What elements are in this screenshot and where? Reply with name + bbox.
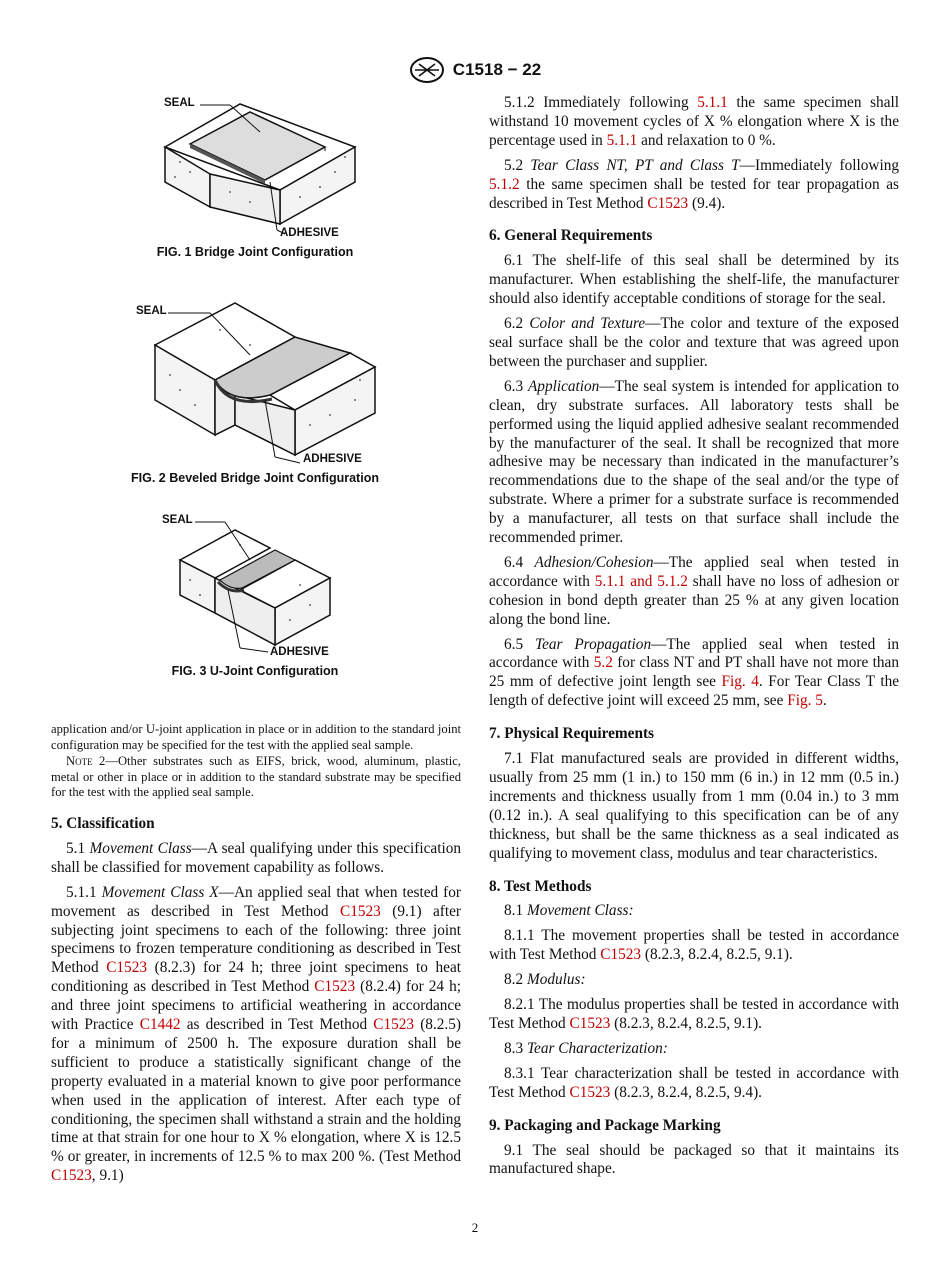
note-2	[51, 754, 461, 801]
right-column	[489, 94, 899, 1185]
ref-c1523[interactable]: C1523	[569, 1014, 611, 1032]
ref-c1523[interactable]: C1523	[647, 194, 689, 212]
section-9-heading: 9. Packaging and Package Marking	[489, 1116, 721, 1134]
para-5-1-2: 5.1.2 Immediately following 5.1.1 the same specimen shall withstand 10 movement cycles of X % elongation where X is the percentage used in 5.1.1 and relaxation to 0 %.	[489, 94, 899, 149]
para-5-1: 5.1 Movement Class—A seal qualifying under this specification shall be classified for movement capability as follows.	[51, 839, 462, 876]
section-7-heading: 7. Physical Requirements	[489, 725, 655, 743]
para-8-2-1: 8.2.1 The modulus properties shall be tested in accordance with Test Method C1523 (8.2.3, 8.2.4, 8.2.5, 9.1).	[489, 996, 899, 1032]
ref-5-1-2[interactable]: 5.1.2	[489, 175, 520, 193]
section-5-heading: 5. Classification	[51, 814, 155, 832]
u-joint-illustration	[150, 510, 380, 660]
ref-c1523[interactable]: C1523	[340, 902, 381, 920]
figure-2-seal-label: SEAL	[136, 305, 167, 317]
figure-3-seal-label: SEAL	[162, 514, 193, 526]
figure-2	[120, 285, 420, 470]
ref-c1523[interactable]: C1523	[106, 959, 147, 977]
para-5-2: 5.2 Tear Class NT, PT and Class T—Immediately following 5.1.2 the same specimen shall be tested for tear propagation as described in Test Method C1523 (9.4).	[489, 156, 899, 212]
left-column	[51, 722, 461, 1192]
ref-5-2[interactable]: 5.2	[593, 654, 613, 672]
ref-c1523[interactable]: C1523	[314, 978, 356, 996]
figure-1-adhesive-label: ADHESIVE	[280, 227, 339, 239]
figure-1-seal-label: SEAL	[164, 97, 195, 109]
figure-1-caption: FIG. 1 Bridge Joint Configuration	[156, 245, 354, 259]
page-number: 2	[471, 1220, 479, 1235]
figure-3-caption: FIG. 3 U-Joint Configuration	[171, 664, 339, 678]
section-8-heading: 8. Test Methods	[489, 877, 592, 895]
page-header	[0, 56, 950, 84]
ref-5-1-1[interactable]: 5.1.1	[697, 94, 728, 111]
para-8-3-1: 8.3.1 Tear characterization shall be tested in accordance with Test Method C1523 (8.2.3, 8.2.4, 8.2.5, 9.4).	[489, 1064, 899, 1101]
ref-c1523[interactable]: C1523	[51, 1167, 92, 1185]
ref-c1523[interactable]: C1523	[600, 946, 642, 964]
para-6-1: 6.1 The shelf-life of this seal shall be determined by its manufacturer. When establishing the shelf-life, the manufacturer should also identify acceptable conditions of storage for the seal.	[489, 252, 899, 308]
note-block	[51, 722, 461, 801]
para-5-1-1: 5.1.1 Movement Class X—An applied seal that when tested for movement as described in Test Method C1523 (9.1) after subjecting joint specimens to each of the following: three joint specimens to frozen temperature conditioning as described in Test Method C1523 (8.2.3) for 24 h; three joint specimens to heat conditioning as described in Test Method C1523 (8.2.4) for 24 h; and three joint specimens to artificial weathering in accordance with Practice C1442 as described in Test Method C1523 (8.2.5) for a minimum of 2500 h. The exposure duration shall be sufficient to produce a statistically significant change of the property evaluated in a material known to give poor performance when used in the application of interest. After each type of conditioning, the specimen shall withstand a strain and the holding time at that strain for one hour to X % elongation, where X is 12.5 % or greater, in increments of 12.5 % to max 200 %. (Test Method C1523, 9.1)	[51, 883, 461, 1185]
para-8-1: 8.1 Movement Class:	[504, 902, 634, 920]
note-2-label: Note 2	[66, 754, 106, 769]
figure-3-adhesive-label: ADHESIVE	[270, 646, 329, 658]
para-6-2: 6.2 Color and Texture—The color and texture of the exposed seal surface shall be the color and texture that was agreed upon between the purchaser and supplier.	[489, 315, 899, 370]
section-6-heading: 6. General Requirements	[489, 227, 653, 245]
figure-3	[150, 510, 380, 660]
para-8-1-1: 8.1.1 The movement properties shall be tested in accordance with Test Method C1523 (8.2.3, 8.2.4, 8.2.5, 9.1).	[489, 927, 899, 964]
note-2-text: —Other substrates such as EIFS, brick, wood, aluminum, plastic, metal or other in place or in addition to the standard substrate may be specified for the test with the applied seal sample.	[51, 754, 461, 800]
ref-5-1-1-and-5-1-2[interactable]: 5.1.1 and 5.1.2	[594, 572, 688, 590]
para-8-2: 8.2 Modulus:	[504, 971, 586, 989]
para-6-5: 6.5 Tear Propagation—The applied seal when tested in accordance with 5.2 for class NT and PT shall have not more than 25 mm of defective joint length see Fig. 4. For Tear Class T the length of defective joint will exceed 25 mm, see Fig. 5.	[489, 635, 900, 710]
ref-fig-4[interactable]: Fig. 4	[721, 673, 759, 691]
astm-logo-icon	[409, 56, 445, 84]
para-6-4: 6.4 Adhesion/Cohesion—The applied seal when tested in accordance with 5.1.1 and 5.1.2 shall have no loss of adhesion or cohesion in bond depth greater than 25 % at any given location along the bond line.	[489, 553, 900, 628]
para-6-3: 6.3 Application—The seal system is intended for application to clean, dry substrate surfaces. All laboratory tests shall be performed using the liquid applied adhesive sealant recommended by the manufacturer of the seal. It shall be recognized that more adhesive may be necessary than indicated in the manufacturer’s recommendations due to the shape of the seal and/or the type of substrate. Where a primer for a substrate surface is recommended by a manufacturer, all tests on that surface shall include the recommended primer.	[489, 377, 899, 547]
bridge-joint-illustration	[120, 92, 420, 244]
continued-note-text: application and/or U-joint application in place or in addition to the standard joint configuration may be specified for the test with the applied seal sample.	[51, 722, 461, 752]
para-9-1: 9.1 The seal should be packaged so that it maintains its manufactured shape.	[489, 1141, 899, 1178]
ref-5-1-1[interactable]: 5.1.1	[606, 131, 638, 149]
figure-1	[120, 92, 420, 244]
figure-2-adhesive-label: ADHESIVE	[303, 453, 362, 465]
ref-c1523[interactable]: C1523	[373, 1016, 415, 1034]
figure-2-caption: FIG. 2 Beveled Bridge Joint Configuration	[131, 471, 379, 485]
ref-c1442[interactable]: C1442	[139, 1016, 181, 1034]
ref-c1523[interactable]: C1523	[569, 1083, 611, 1101]
designation: C1518 − 22	[452, 60, 542, 79]
para-7-1: 7.1 Flat manufactured seals are provided in different widths, usually from 25 mm (1 in.) to 150 mm (6 in.) in 12 mm (0.5 in.) increments and thickness usually from 1 mm (0.04 in.) to 3 mm (0.12 in.). A seal qualifying to this specification can be of any thickness, but shall be the same thickness as a seal indicated as qualifying to movement class, modulus and tear characteristics.	[489, 750, 899, 862]
para-8-3: 8.3 Tear Characterization:	[504, 1039, 668, 1057]
ref-fig-5[interactable]: Fig. 5	[787, 692, 823, 710]
